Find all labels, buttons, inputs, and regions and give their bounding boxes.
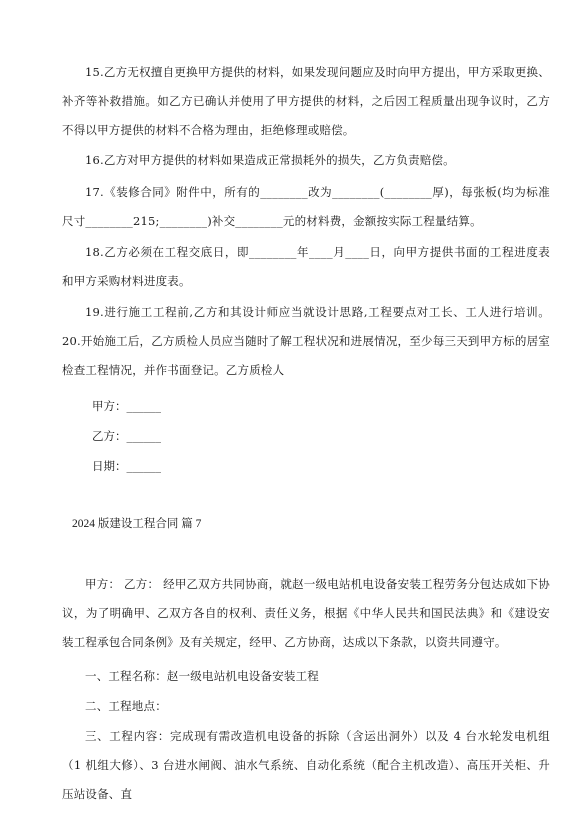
contract-item-2: 二、工程地点： <box>85 699 167 713</box>
clause-15: 15.乙方无权擅自更换甲方提供的材料，如果发现问题应及时向甲方提出，甲方采取更换、补齐等补救措施。如乙方已确认并使用了甲方提供的材料，之后因工程质量出现争议时，乙方不得以甲方提供的材料不合格为理由，拒绝修理或赔偿。 <box>62 65 550 137</box>
contract-intro: 甲方： 乙方： 经甲乙双方共同协商，就赵一级电站机电设备安装工程劳务分包达成如下协议，为了明确甲、乙双方各自的权利、责任义务，根据《中华人民共和国民法典》和《建设安装工程承包合同条例》及有关规定，经甲、乙方协商，达成以下条款，以资共同遵守。 <box>62 577 550 649</box>
signature-date: 日期：______ <box>92 459 161 473</box>
contract-item-3: 三、工程内容：完成现有需改造机电设备的拆除（含运出洞外）以及 4 台水轮发电机组（1 机组大修）、3 台进水闸阀、油水气系统、自动化系统（配合主机改造）、高压开关柜、升压站设备、直 <box>62 729 550 801</box>
signature-party-b: 乙方：______ <box>92 429 161 443</box>
signature-party-a: 甲方：______ <box>92 399 161 413</box>
clause-16: 16.乙方对甲方提供的材料如果造成正常损耗外的损失，乙方负责赔偿。 <box>85 153 455 167</box>
section-title: 2024 版建设工程合同 篇 7 <box>72 518 202 530</box>
clause-19-20: 19.进行施工工程前,乙方和其设计师应当就设计思路,工程要点对工长、工人进行培训。 20.开始施工后，乙方质检人员应当随时了解工程状况和进展情况，至少每三天到甲方标的居室检查工程情况，并作书面登记。乙方质检人 <box>62 305 550 377</box>
clause-17: 17.《装修合同》附件中，所有的________改为________(________厚)，每张板(均为标准尺寸________215;________)补交________元的材料费，金额按实际工程量结算。 <box>62 185 550 228</box>
contract-item-1: 一、工程名称：赵一级电站机电设备安装工程 <box>85 669 319 683</box>
clause-18: 18.乙方必须在工程交底日，即________年____月____日，向甲方提供书面的工程进度表和甲方采购材料进度表。 <box>62 245 550 288</box>
